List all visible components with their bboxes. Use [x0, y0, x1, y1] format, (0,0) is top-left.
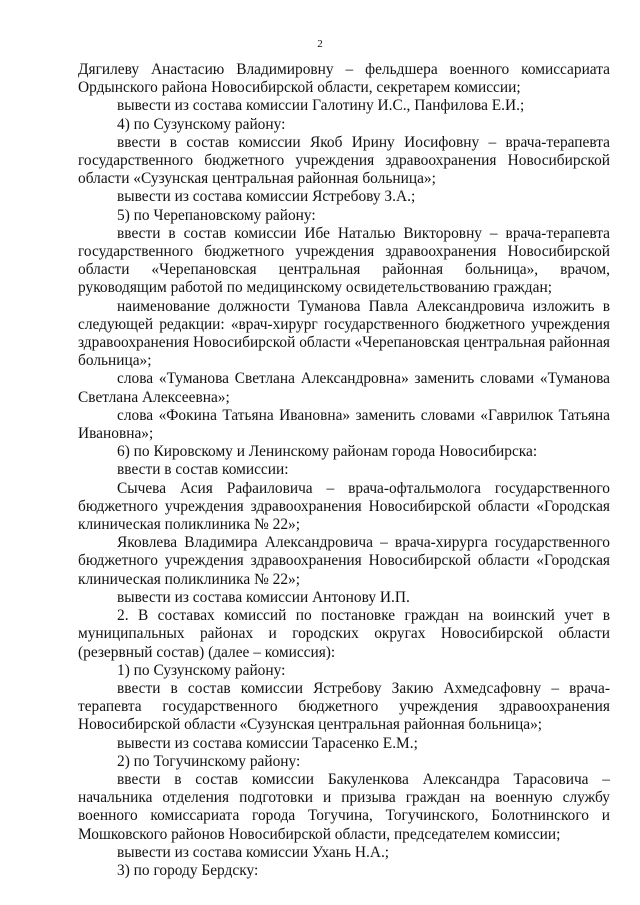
paragraph-add-members: ввести в состав комиссии: [117, 461, 289, 479]
paragraph-add-yastrebova: ввести в состав комиссии Ястребову Закию Ахмедсафовну – врача-терапевта государственного бюджетного учреждения здравоохранения Новосибирской области «Сузунская центральная районная больница»; [78, 679, 610, 734]
heading-toguchin-district: 2) по Тогучинскому району: [117, 752, 301, 770]
heading-kirovsky-leninsky: 6) по Кировскому и Ленинскому районам города Новосибирска: [117, 443, 538, 461]
paragraph-remove-ukhan: вывести из состава комиссии Ухань Н.А.; [117, 843, 390, 861]
paragraph-add-ibe: ввести в состав комиссии Ибе Наталью Викторовну – врача-терапевта государственного бюджетного учреждения здравоохранения Новосибирской области «Черепановская центральная районная больница», врачом, руководящим работой по медицинскому освидетельствованию граждан; [78, 224, 610, 297]
heading-suzun-district: 4) по Сузунскому району: [117, 115, 286, 133]
paragraph-add-bakulenkov: ввести в состав комиссии Бакуленкова Александра Тарасовича – начальника отделения подготовки и призыва граждан на военную службу военного комиссариата города Тогучина, Тогучинского, Болотнинского и Мошковского районов Новосибирской области, председателем комиссии; [78, 770, 610, 843]
paragraph-rename-tumanov-position: наименование должности Туманова Павла Александровича изложить в следующей редакции: «врач-хирург государственного бюджетного учреждения здравоохранения Новосибирской области «Черепановская центральная районная больница»; [78, 297, 610, 370]
paragraph-remove-tarasenko: вывести из состава комиссии Тарасенко Е.М.; [117, 734, 418, 752]
heading-suzun-district-reserve: 1) по Сузунскому району: [117, 661, 286, 679]
paragraph-add-sychev: Сычева Асия Рафаиловича – врача-офтальмолога государственного бюджетного учреждения здравоохранения Новосибирской области «Городская клиническая поликлиника № 22»; [78, 479, 610, 534]
paragraph-secretary-dyagileva: Дягилеву Анастасию Владимировну – фельдшера военного комиссариата Ордынского района Новосибирской области, секретарем комиссии; [78, 61, 610, 97]
heading-berdsk-city: 3) по городу Бердску: [117, 861, 259, 879]
heading-cherepanovo-district: 5) по Черепановскому району: [117, 206, 316, 224]
paragraph-remove-yastrebova: вывести из состава комиссии Ястребову З.А.; [117, 188, 416, 206]
paragraph-add-yakob: ввести в состав комиссии Якоб Ирину Иосифовну – врача-терапевта государственного бюджетного учреждения здравоохранения Новосибирской области «Сузунская центральная районная больница»; [78, 133, 610, 188]
page-number: 2 [317, 38, 323, 50]
paragraph-remove-galotina: вывести из состава комиссии Галотину И.С., Панфилова Е.И.; [117, 97, 525, 115]
document-body [78, 61, 610, 880]
paragraph-remove-antonova: вывести из состава комиссии Антонову И.П. [117, 588, 410, 606]
paragraph-replace-fokina: слова «Фокина Татьяна Ивановна» заменить словами «Гаврилюк Татьяна Ивановна»; [78, 406, 610, 443]
paragraph-replace-tumanova: слова «Туманова Светлана Александровна» заменить словами «Туманова Светлана Алексеевна»; [78, 370, 610, 406]
paragraph-section-2: 2. В составах комиссий по постановке граждан на воинский учет в муниципальных районах и городских округах Новосибирской области (резервный состав) (далее – комиссия): [78, 607, 610, 661]
paragraph-add-yakovlev: Яковлева Владимира Александровича – врача-хирурга государственного бюджетного учреждения здравоохранения Новосибирской области «Городская клиническая поликлиника № 22»; [78, 534, 610, 588]
